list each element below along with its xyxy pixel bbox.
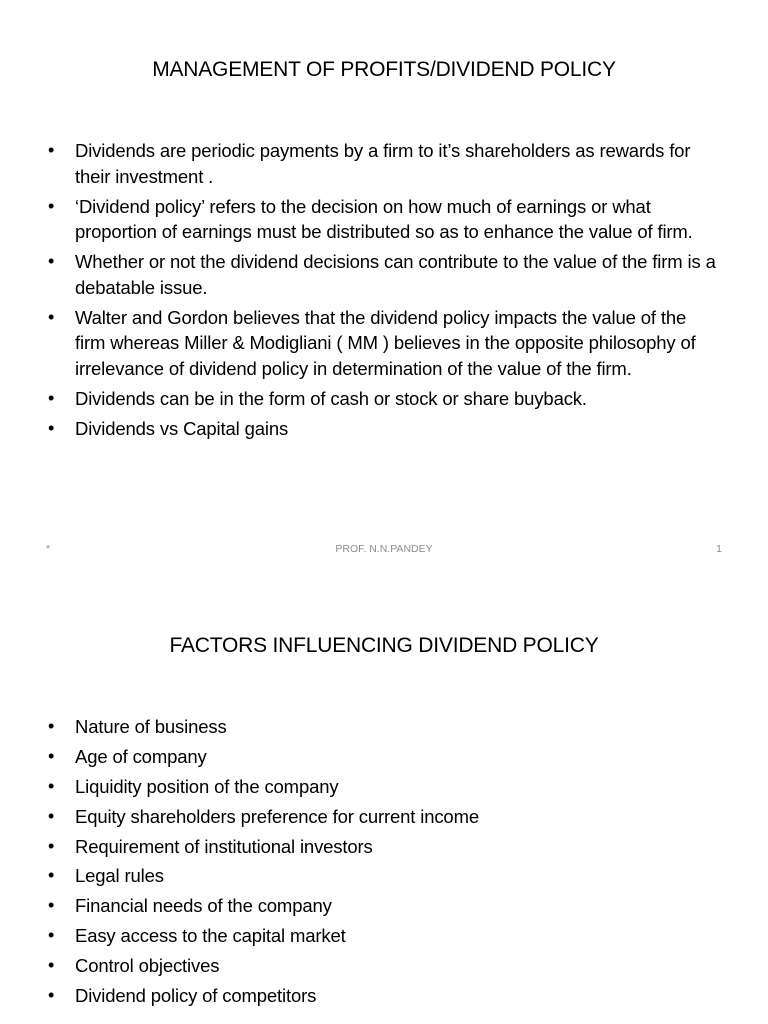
- bullet-list: [48, 138, 718, 446]
- bullet-icon: •: [48, 417, 55, 438]
- slide-2: [0, 576, 768, 1024]
- bullet-item: [48, 953, 718, 979]
- bullet-item: [48, 923, 718, 949]
- bullet-item: [48, 893, 718, 919]
- bullet-icon: •: [48, 387, 55, 408]
- bullet-text: Dividend policy of competitors: [75, 985, 317, 1007]
- slide-title: FACTORS INFLUENCING DIVIDEND POLICY: [169, 634, 599, 657]
- bullet-text: Dividends vs Capital gains: [75, 417, 289, 439]
- bullet-item: [48, 714, 718, 740]
- bullet-text: Whether or not the dividend decisions can contribute to the value of the firm is a debatable issue.: [75, 251, 716, 298]
- bullet-text: Equity shareholders preference for current income: [75, 805, 479, 827]
- bullet-item: [48, 983, 718, 1009]
- bullet-item: [48, 804, 718, 830]
- bullet-icon: •: [48, 140, 55, 160]
- slide-title: MANAGEMENT OF PROFITS/DIVIDEND POLICY: [152, 58, 616, 81]
- bullet-icon: •: [48, 895, 55, 916]
- footer-date-placeholder: *: [46, 543, 51, 555]
- bullet-text: Age of company: [75, 745, 207, 767]
- bullet-icon: •: [48, 955, 55, 976]
- bullet-item: [48, 249, 718, 300]
- bullet-item: [48, 305, 718, 382]
- bullet-text: Easy access to the capital market: [75, 925, 346, 947]
- bullet-text: Legal rules: [75, 865, 164, 887]
- bullet-text: Nature of business: [75, 716, 227, 737]
- bullet-item: [48, 416, 718, 442]
- bullet-icon: •: [48, 925, 55, 946]
- bullet-item: [48, 744, 718, 770]
- bullet-icon: •: [48, 835, 55, 856]
- bullet-item: [48, 863, 718, 889]
- bullet-item: [48, 774, 718, 800]
- bullet-text: Dividends can be in the form of cash or stock or share buyback.: [75, 387, 587, 409]
- slide-number: 1: [716, 543, 722, 555]
- bullet-item: [48, 138, 718, 189]
- bullet-icon: •: [48, 985, 55, 1006]
- bullet-text: Dividends are periodic payments by a firm to it’s shareholders as rewards for their investment .: [75, 140, 691, 187]
- footer-author: PROF. N.N.PANDEY: [335, 543, 433, 555]
- bullet-icon: •: [48, 716, 55, 736]
- bullet-item: [48, 386, 718, 412]
- bullet-list: [48, 714, 718, 1013]
- bullet-text: Requirement of institutional investors: [75, 835, 373, 857]
- bullet-text: Control objectives: [75, 955, 220, 977]
- bullet-icon: •: [48, 865, 55, 886]
- bullet-icon: •: [48, 195, 55, 216]
- bullet-icon: •: [48, 251, 55, 271]
- bullet-icon: •: [48, 745, 55, 766]
- bullet-text: Financial needs of the company: [75, 895, 332, 917]
- bullet-text: Liquidity position of the company: [75, 775, 339, 797]
- bullet-icon: •: [48, 805, 55, 826]
- bullet-text: Walter and Gordon believes that the dividend policy impacts the value of the firm whereas Miller & Modigliani ( MM ) believes in the opposite philosophy of irrelevance of dividend policy in determination of the value of the firm.: [75, 306, 696, 379]
- bullet-text: ‘Dividend policy’ refers to the decision on how much of earnings or what proportion of earnings must be distributed so as to enhance the value of firm.: [75, 195, 693, 242]
- bullet-item: [48, 194, 718, 245]
- bullet-item: [48, 834, 718, 860]
- bullet-icon: •: [48, 775, 55, 796]
- bullet-icon: •: [48, 306, 55, 327]
